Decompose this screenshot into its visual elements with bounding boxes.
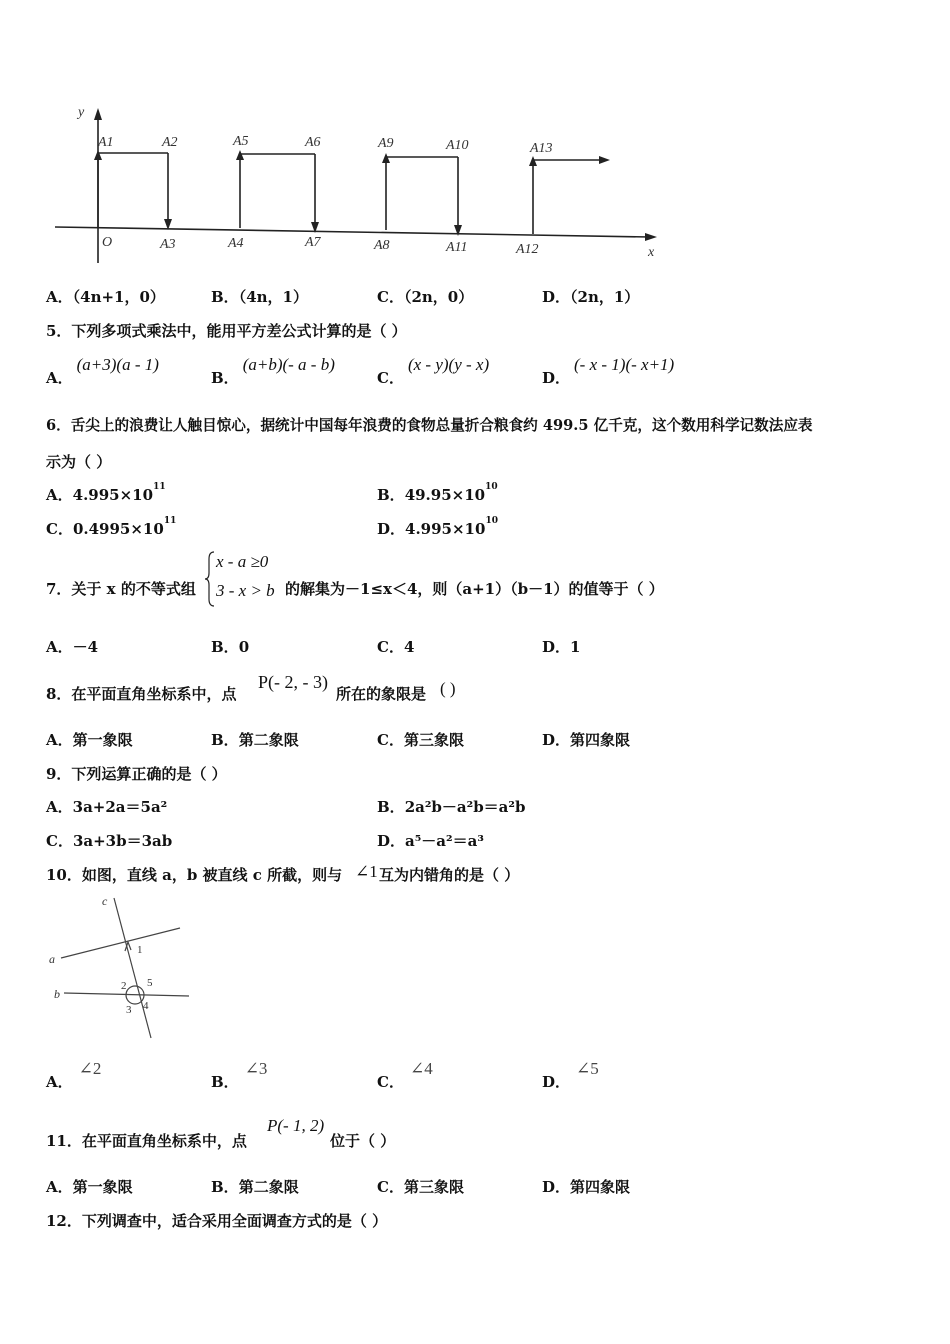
transversal-figure [44, 892, 194, 1042]
q8-option-c[interactable]: C．第三象限 [377, 731, 464, 749]
q9-option-c[interactable]: C．3a+3b＝3ab [46, 832, 173, 850]
q5-option-c[interactable]: C．(x - y)(y - x) [377, 355, 490, 387]
q5-option-a[interactable]: A．(a+3)(a - 1) [46, 355, 159, 387]
label-a3: A3 [160, 237, 176, 252]
q9-stem: 9．下列运算正确的是（ ） [46, 765, 227, 783]
q8-option-d[interactable]: D．第四象限 [542, 731, 631, 749]
q8-stem-post: 所在的象限是 [336, 685, 427, 703]
label-a2: A2 [162, 135, 178, 150]
q4-option-c[interactable]: C．（2n，0） [377, 288, 474, 306]
q10-stem-post: 互为内错角的是（ ） [379, 866, 520, 884]
q8-option-a[interactable]: A．第一象限 [46, 731, 133, 749]
line-a-label: a [49, 952, 55, 966]
q11-option-c[interactable]: C．第三象限 [377, 1178, 464, 1196]
q9-option-a[interactable]: A．3a+2a＝5a² [46, 798, 168, 816]
q12-stem: 12．下列调查中，适合采用全面调查方式的是（ ） [46, 1212, 388, 1230]
line-c-label: c [102, 894, 108, 908]
q5-option-d[interactable]: D．(- x - 1)(- x+1) [542, 355, 675, 387]
q7-stem-post: 的解集为－1≤x＜4，则（a+1）（b－1）的值等于（ ） [285, 580, 664, 598]
angle-5-label: 5 [147, 977, 153, 989]
q7-stem-pre: 7．关于 x 的不等式组 [46, 580, 196, 598]
q11-option-a[interactable]: A．第一象限 [46, 1178, 133, 1196]
label-a8: A8 [374, 238, 390, 253]
q7-option-b[interactable]: B．0 [211, 638, 250, 656]
q10-option-c[interactable]: C．∠4 [377, 1059, 433, 1091]
q7-option-c[interactable]: C．4 [377, 638, 415, 656]
q4-option-b[interactable]: B．（4n，1） [211, 288, 308, 306]
q6-option-b[interactable]: B．$49.95\times 10^{10}$ [377, 482, 498, 504]
q6-stem-line1: 6．舌尖上的浪费让人触目惊心，据统计中国每年浪费的食物总量折合粮食约 499.5 亿千克，这个数用科学记数法应表 [46, 417, 813, 434]
x-axis-label: x [648, 245, 655, 260]
q8-answer-paren: ( ) [440, 679, 456, 698]
angle-2-label: 2 [121, 980, 127, 992]
q10-option-b[interactable]: B．∠3 [211, 1059, 268, 1091]
q11-point: P(- 1, 2) [267, 1116, 325, 1135]
coordinate-path-figure [50, 98, 670, 266]
q7-system-line1: x - a ≥0 [216, 552, 269, 571]
q4-option-a[interactable]: A．（4n+1，0） [46, 288, 165, 306]
q11-stem-post: 位于（ ） [330, 1132, 396, 1150]
y-axis-label: y [78, 105, 85, 120]
q6-stem-line2: 示为（ ） [46, 453, 112, 471]
label-a6: A6 [305, 135, 321, 150]
q9-option-b[interactable]: B．2a²b－a²b＝a²b [377, 798, 526, 816]
label-a7: A7 [305, 235, 321, 250]
q9-option-d[interactable]: D．a⁵－a²＝a³ [377, 832, 484, 850]
label-a10: A10 [446, 138, 469, 153]
q10-option-a[interactable]: A．∠2 [46, 1059, 102, 1091]
q6-option-a[interactable]: A．$4.995\times 10^{11}$ [46, 482, 166, 504]
label-a5: A5 [233, 134, 249, 149]
angle-3-label: 3 [126, 1004, 132, 1016]
q10-stem-pre: 10．如图，直线 a，b 被直线 c 所截，则与 [46, 866, 343, 884]
q7-option-d[interactable]: D．1 [542, 638, 581, 656]
label-a13: A13 [530, 141, 553, 156]
label-a12: A12 [516, 242, 539, 257]
q5-stem: 5．下列多项式乘法中，能用平方差公式计算的是（ ） [46, 322, 407, 340]
q8-point: P(- 2, - 3) [258, 672, 328, 692]
q7-system-line2: 3 - x > b [216, 581, 275, 600]
label-a1: A1 [98, 135, 114, 150]
q5-option-b[interactable]: B．(a+b)(- a - b) [211, 355, 335, 387]
q8-option-b[interactable]: B．第二象限 [211, 731, 299, 749]
q8-stem-pre: 8．在平面直角坐标系中，点 [46, 685, 237, 703]
label-a4: A4 [228, 236, 244, 251]
q7-option-a[interactable]: A．－4 [46, 638, 99, 656]
label-a11: A11 [446, 240, 468, 255]
q11-option-b[interactable]: B．第二象限 [211, 1178, 299, 1196]
q6-option-d[interactable]: D．$4.995\times 10^{10}$ [377, 516, 498, 538]
q11-stem-pre: 11．在平面直角坐标系中，点 [46, 1132, 247, 1150]
angle-1-label: 1 [137, 944, 143, 956]
line-b-label: b [54, 987, 60, 1001]
q10-angle: ∠1 [355, 862, 378, 881]
system-brace [205, 551, 215, 607]
label-a9: A9 [378, 136, 394, 151]
origin-label: O [102, 235, 113, 250]
q6-option-c[interactable]: C．$0.4995\times 10^{11}$ [46, 516, 177, 538]
angle-4-label: 4 [143, 1000, 149, 1012]
q10-option-d[interactable]: D．∠5 [542, 1059, 599, 1091]
q4-option-d[interactable]: D．（2n，1） [542, 288, 640, 306]
q11-option-d[interactable]: D．第四象限 [542, 1178, 631, 1196]
